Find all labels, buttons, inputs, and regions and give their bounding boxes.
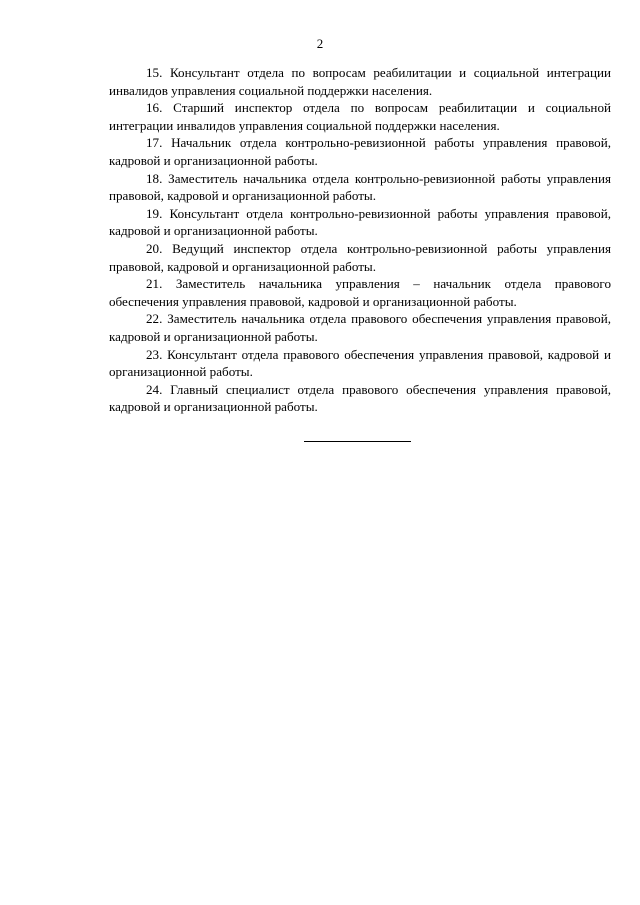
list-item: 22. Заместитель начальника отдела правового обеспечения управления правовой, кадровой и организационной работы. xyxy=(109,311,611,344)
list-item: 20. Ведущий инспектор отдела контрольно-ревизионной работы управления правовой, кадровой и организационной работы. xyxy=(109,240,611,274)
end-divider-line xyxy=(304,441,411,442)
list-item: 24. Главный специалист отдела правового обеспечения управления правовой, кадровой и организационной работы. xyxy=(109,381,611,415)
list-item: 19. Консультант отдела контрольно-ревизионной работы управления правовой, кадровой и организационной работы. xyxy=(109,205,611,239)
list-item: 15. Консультант отдела по вопросам реабилитации и социальной интеграции инвалидов управления социальной поддержки населения. xyxy=(109,65,611,98)
list-item: 16. Старший инспектор отдела по вопросам реабилитации и социальной интеграции инвалидов управления социальной поддержки населения. xyxy=(109,100,611,133)
list-item: 18. Заместитель начальника отдела контрольно-ревизионной работы управления правовой, кадровой и организационной работы. xyxy=(109,170,611,204)
page-number: 2 xyxy=(316,36,324,51)
list-item: 17. Начальник отдела контрольно-ревизионной работы управления правовой, кадровой и организационной работы. xyxy=(109,135,611,168)
position-list xyxy=(109,64,611,416)
list-item: 21. Заместитель начальника управления – начальник отдела правового обеспечения управления правовой, кадровой и организационной работы. xyxy=(109,276,611,309)
list-item: 23. Консультант отдела правового обеспечения управления правовой, кадровой и организационной работы. xyxy=(109,346,611,380)
